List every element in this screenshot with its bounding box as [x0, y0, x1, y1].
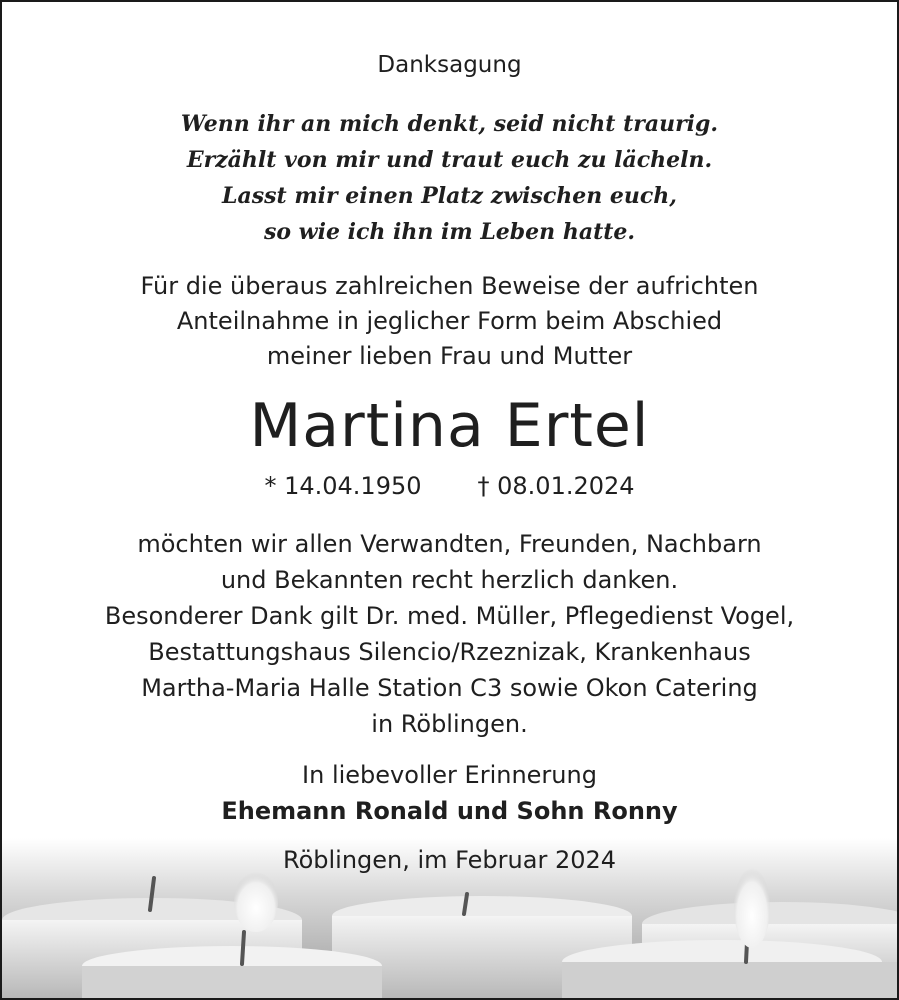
thanks-line: Martha-Maria Halle Station C3 sowie Okon Catering [141, 674, 758, 702]
poem-verse [2, 106, 897, 250]
birth-date: * 14.04.1950 [264, 472, 422, 500]
intro-line: meiner lieben Frau und Mutter [266, 342, 633, 370]
thanks-text [2, 526, 897, 742]
thanks-line: Besonderer Dank gilt Dr. med. Müller, Pflegedienst Vogel, [104, 602, 795, 630]
intro-line: Für die überaus zahlreichen Beweise der aufrichten [140, 272, 759, 300]
deceased-name: Martina Ertel [249, 391, 650, 461]
thanks-line: und Bekannten recht herzlich danken. [220, 566, 679, 594]
intro-text [2, 269, 897, 374]
closing-signature [2, 757, 897, 829]
place-and-date: Röblingen, im Februar 2024 [282, 846, 617, 874]
death-date: † 08.01.2024 [477, 472, 635, 500]
thanks-line: in Röblingen. [371, 710, 528, 738]
poem-line: Erzählt von mir und traut euch zu lächeln. [186, 147, 713, 173]
family-names: Ehemann Ronald und Sohn Ronny [221, 797, 678, 825]
poem-line: Lasst mir einen Platz zwischen euch, [222, 183, 677, 209]
notice-heading: Danksagung [377, 52, 522, 78]
memory-phrase: In liebevoller Erinnerung [302, 761, 597, 789]
thanks-line: möchten wir allen Verwandten, Freunden, Nachbarn [137, 530, 762, 558]
poem-line: Wenn ihr an mich denkt, seid nicht traurig. [180, 111, 719, 137]
intro-line: Anteilnahme in jeglicher Form beim Abschied [176, 307, 723, 335]
thanks-line: Bestattungshaus Silencio/Rzeznizak, Krankenhaus [148, 638, 751, 666]
life-dates [2, 472, 897, 500]
poem-line: so wie ich ihn im Leben hatte. [263, 219, 636, 245]
